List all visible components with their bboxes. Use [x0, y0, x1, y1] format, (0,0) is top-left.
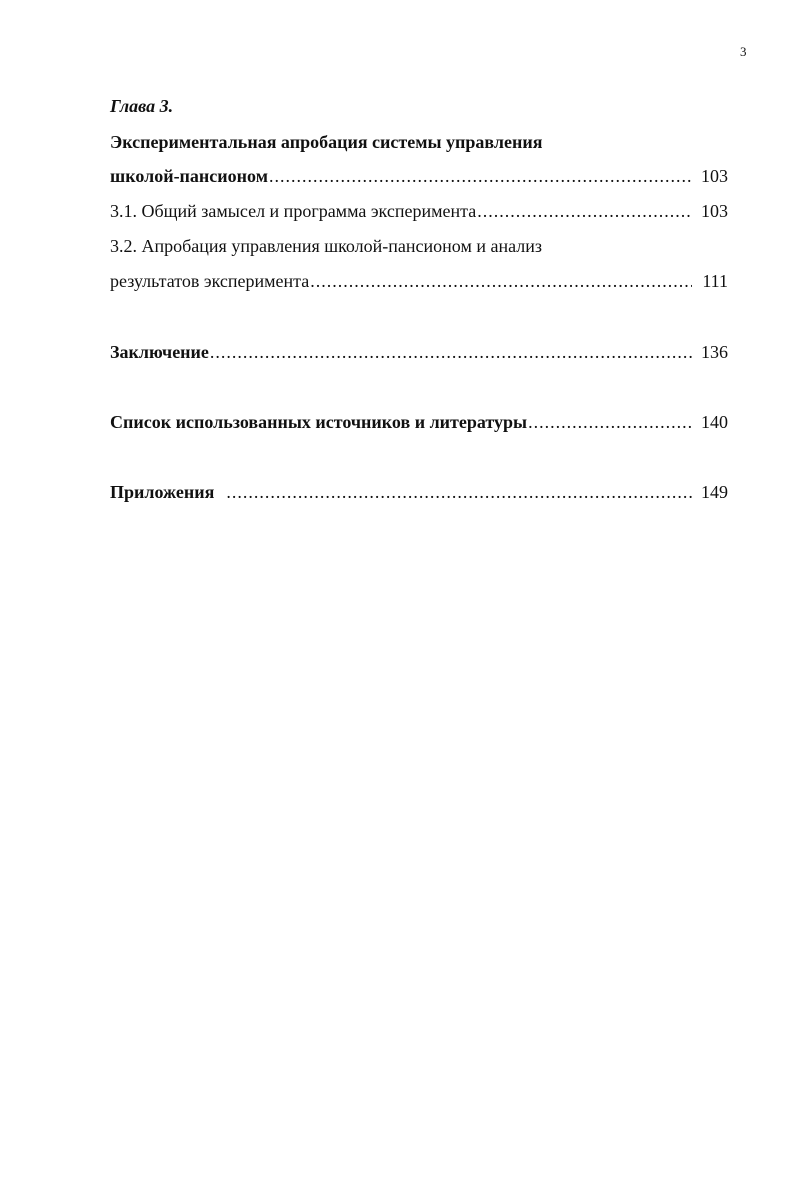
dot-leader [528, 412, 692, 433]
toc-entry-title: результатов эксперимента [110, 271, 310, 291]
toc-entry-appendices[interactable] [110, 482, 728, 503]
toc-entry-section-3-1[interactable] [110, 201, 728, 222]
toc-entry-section-3-2-line1: 3.2. Апробация управления школой-пансионом и анализ [110, 236, 542, 256]
toc-entry-title: Приложения [110, 482, 215, 502]
chapter-label: Глава 3. [110, 96, 174, 116]
toc-entry-page: 103 [701, 201, 728, 221]
toc-entry-title: 3.1. Общий замысел и программа эксперимента [110, 201, 477, 221]
toc-entry-references[interactable] [110, 412, 728, 433]
toc-entry-title: Заключение [110, 342, 209, 362]
toc-entry-chapter-3[interactable] [110, 166, 728, 187]
dot-leader [310, 271, 692, 292]
dot-leader [477, 201, 692, 222]
dot-leader [210, 342, 692, 363]
toc-entry-page: 111 [702, 271, 728, 291]
toc-entry-page: 136 [701, 342, 728, 362]
dot-leader [269, 166, 692, 187]
toc-entry-page: 149 [701, 482, 728, 502]
dot-leader [226, 482, 692, 503]
toc-entry-title: школой-пансионом [110, 166, 268, 186]
page-number: 3 [740, 44, 747, 59]
toc-entry-section-3-2[interactable] [110, 271, 728, 292]
toc-entry-page: 103 [701, 166, 728, 186]
chapter-title-line1: Экспериментальная апробация системы управления [110, 132, 543, 152]
toc-entry-title: Список использованных источников и литературы [110, 412, 528, 432]
toc-entry-conclusion[interactable] [110, 342, 728, 363]
toc-entry-page: 140 [701, 412, 728, 432]
